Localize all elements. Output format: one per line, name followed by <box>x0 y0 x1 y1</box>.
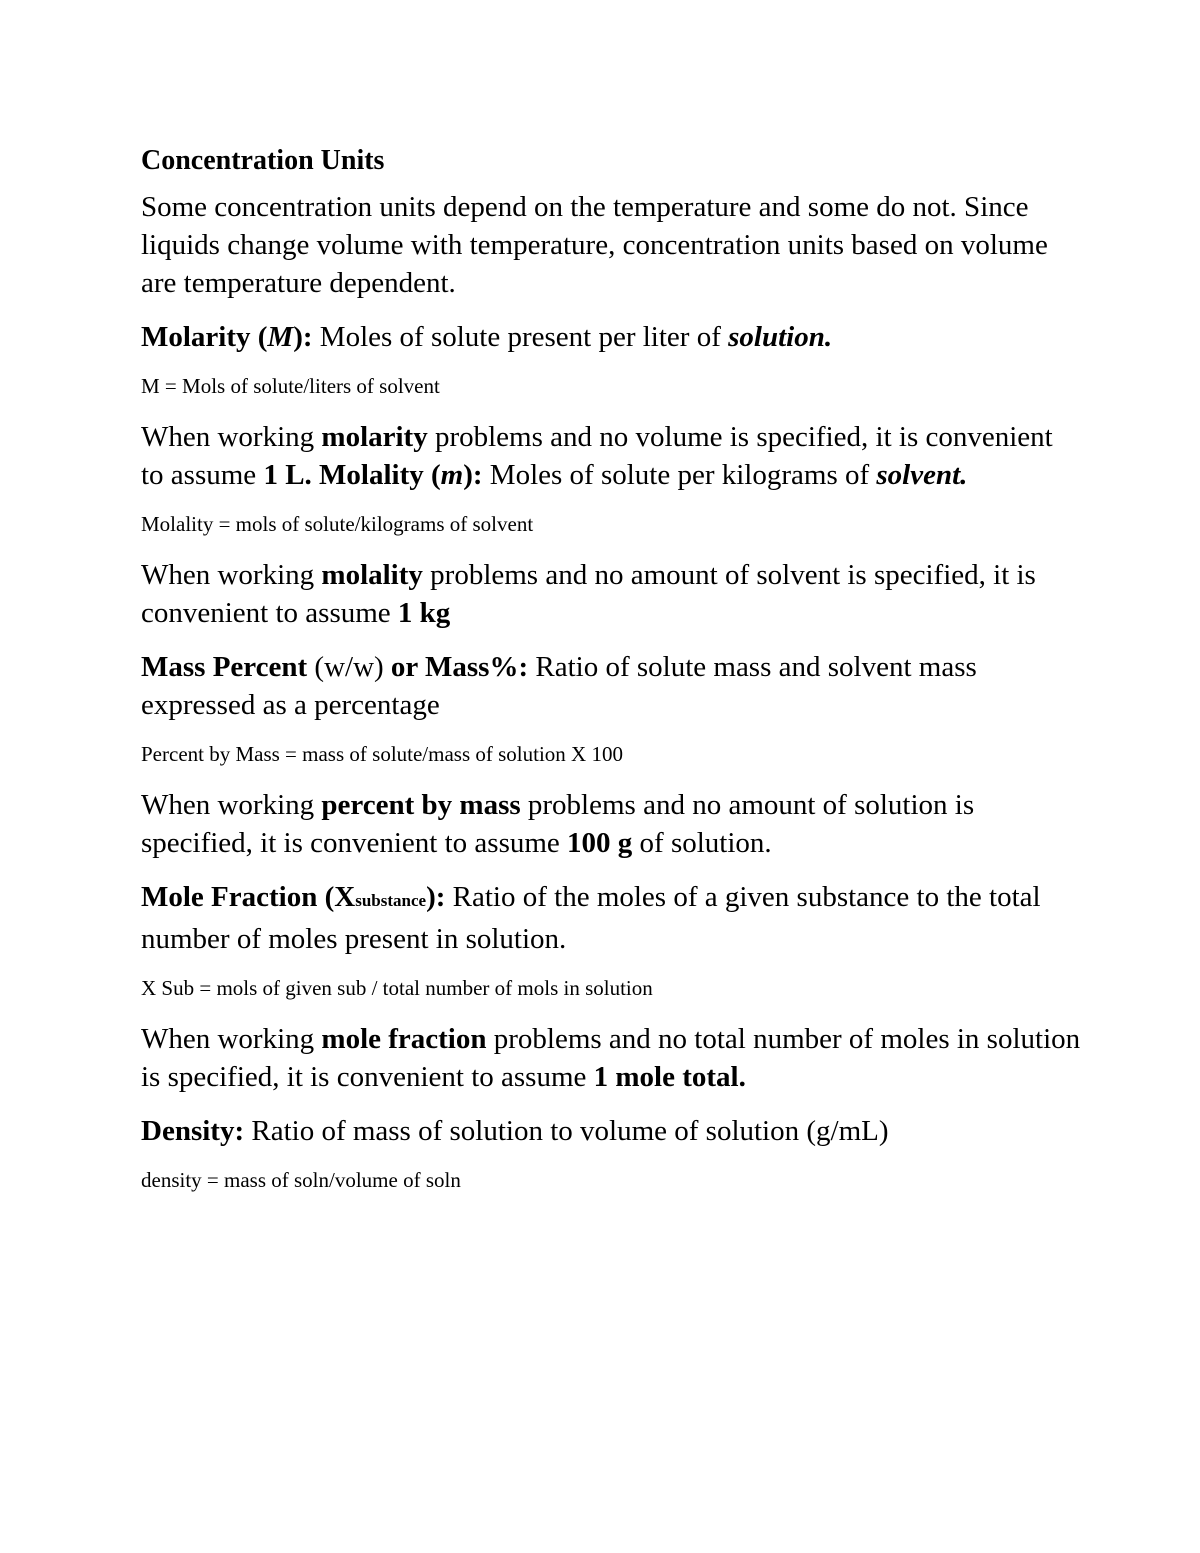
mass-percent-formula: Percent by Mass = mass of solute/mass of solution X 100 <box>141 742 623 766</box>
molarity-emphasis: solution. <box>728 321 833 353</box>
molality-formula: Molality = mols of solute/kilograms of solvent <box>141 512 534 536</box>
density-formula: density = mass of soln/volume of soln <box>141 1168 461 1192</box>
molality-tip: When working molality problems and no amount of solvent is specified, it is convenient to assume 1 kg <box>141 559 1036 629</box>
document-page <box>141 140 1081 1212</box>
mass-percent-term: Mass Percent <box>141 651 308 683</box>
molarity-term: Molarity ( <box>141 321 268 353</box>
mass-percent-definition: Mass Percent (w/w) or Mass%: Ratio of solute mass and solvent mass expressed as a percentage <box>141 651 977 721</box>
page-title: Concentration Units <box>141 145 385 176</box>
mole-fraction-formula: X Sub = mols of given sub / total number of mols in solution <box>141 976 653 1000</box>
mass-percent-tip: When working percent by mass problems and no amount of solution is specified, it is convenient to assume 100 g of solution. <box>141 789 975 859</box>
density-definition: Density: Ratio of mass of solution to volume of solution (g/mL) <box>141 1115 889 1147</box>
molarity-tip-and-molality-definition: When working molarity problems and no volume is specified, it is convenient to assume 1 L. Molality (m): Moles of solute per kilograms of solvent. <box>141 421 1053 491</box>
mole-fraction-subscript: substance <box>355 891 427 910</box>
molality-term: Molality ( <box>311 459 441 491</box>
molality-emphasis: solvent. <box>876 459 968 491</box>
intro-paragraph: Some concentration units depend on the temperature and some do not. Since liquids change volume with temperature, concentration units based on volume are temperature dependent. <box>141 191 1048 299</box>
mole-fraction-tip: When working mole fraction problems and no total number of moles in solution is specified, it is convenient to assume 1 mole total. <box>141 1023 1081 1093</box>
mole-fraction-term: Mole Fraction <box>141 881 318 913</box>
density-term: Density: <box>141 1115 245 1147</box>
mole-fraction-definition: Mole Fraction (Xsubstance): Ratio of the moles of a given substance to the total number of moles present in solution. <box>141 881 1041 955</box>
molarity-definition: Molarity (M): Moles of solute present per liter of solution. <box>141 321 833 353</box>
molarity-formula: M = Mols of solute/liters of solvent <box>141 374 440 398</box>
molality-symbol: m <box>440 459 464 491</box>
molarity-symbol: M <box>267 321 294 353</box>
